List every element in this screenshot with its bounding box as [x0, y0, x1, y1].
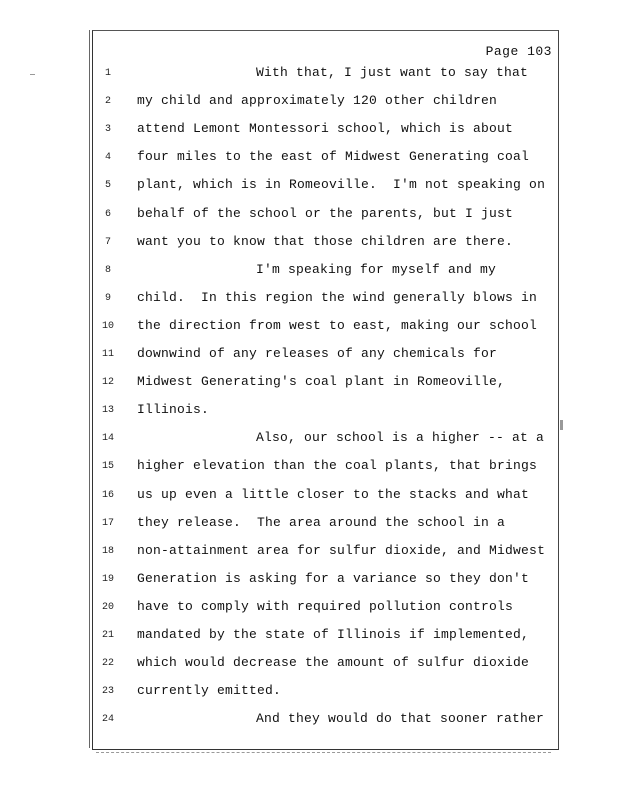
- line-text: currently emitted.: [137, 683, 282, 699]
- line-number: 7: [104, 236, 111, 248]
- line-number: 16: [101, 489, 114, 501]
- transcript-line: [0, 710, 618, 730]
- line-text: child. In this region the wind generally blows in: [137, 289, 538, 305]
- line-text: want you to know that those children are there.: [137, 233, 514, 249]
- transcript-line: [0, 542, 618, 562]
- line-text: they release. The area around the school in a: [137, 514, 506, 530]
- transcript-line: [0, 120, 618, 140]
- line-number: 23: [101, 686, 114, 698]
- line-number: 17: [101, 517, 114, 529]
- transcript-line: [0, 598, 618, 618]
- line-text: four miles to the east of Midwest Generating coal: [137, 149, 530, 165]
- line-number: 14: [101, 433, 114, 445]
- line-text: plant, which is in Romeoville. I'm not speaking on: [137, 177, 546, 193]
- transcript-line: [0, 176, 618, 196]
- line-text: attend Lemont Montessori school, which is about: [137, 121, 514, 137]
- line-text: Illinois.: [137, 402, 210, 418]
- line-text: downwind of any releases of any chemicals for: [137, 346, 498, 361]
- transcript-line: [0, 654, 618, 674]
- line-text: With that, I just want to say that: [256, 65, 529, 80]
- transcript-line: [0, 486, 618, 506]
- line-text: us up even a little closer to the stacks and what: [137, 486, 530, 502]
- line-text: higher elevation than the coal plants, that brings: [137, 458, 538, 474]
- line-number: 9: [104, 292, 111, 304]
- transcript-line: [0, 92, 618, 112]
- transcript-line: [0, 401, 618, 421]
- line-text: mandated by the state of Illinois if implemented,: [137, 627, 530, 642]
- line-number: 18: [101, 545, 114, 557]
- line-text: which would decrease the amount of sulfur dioxide: [137, 655, 530, 671]
- line-text: the direction from west to east, making our school: [137, 317, 538, 333]
- line-number: 22: [101, 658, 114, 670]
- transcript-line: [0, 205, 618, 225]
- line-number: 24: [101, 714, 114, 726]
- line-number: 3: [104, 124, 111, 136]
- transcript-line: [0, 345, 618, 365]
- transcript-line: [0, 429, 618, 449]
- transcript-line: [0, 317, 618, 337]
- line-number: 2: [104, 96, 111, 108]
- line-text: I'm speaking for myself and my: [256, 261, 497, 277]
- transcript-line: [0, 233, 618, 253]
- line-text: behalf of the school or the parents, but I just: [137, 205, 514, 221]
- scan-speck: [560, 420, 563, 430]
- line-text: non-attainment area for sulfur dioxide, and Midwest: [137, 542, 546, 558]
- transcript-line: [0, 626, 618, 646]
- line-number: 20: [101, 601, 114, 613]
- line-text: Also, our school is a higher -- at a: [256, 430, 545, 446]
- line-number: 8: [104, 264, 111, 276]
- line-number: 5: [104, 180, 111, 192]
- transcript-line: [0, 64, 618, 84]
- line-text: And they would do that sooner rather: [256, 711, 545, 727]
- transcript-line: [0, 682, 618, 702]
- line-number: 10: [101, 320, 114, 332]
- line-text: have to comply with required pollution controls: [137, 598, 514, 614]
- line-text: Generation is asking for a variance so they don't: [137, 570, 530, 586]
- transcript-line: [0, 514, 618, 534]
- line-text: my child and approximately 120 other children: [137, 93, 498, 109]
- line-number: 11: [101, 349, 114, 360]
- line-number: 1: [104, 68, 111, 79]
- transcript-line: [0, 289, 618, 309]
- line-text: Midwest Generating's coal plant in Romeoville,: [137, 374, 506, 390]
- line-number: 13: [101, 405, 114, 417]
- transcript-line: [0, 570, 618, 590]
- line-number: 15: [101, 461, 114, 473]
- line-number: 12: [101, 377, 114, 389]
- transcript-line: [0, 261, 618, 281]
- page-number: Page 103: [485, 44, 552, 59]
- footer-rule: [96, 752, 551, 754]
- line-number: 19: [101, 573, 114, 585]
- transcript-line: [0, 373, 618, 393]
- line-number: 6: [104, 208, 111, 220]
- scan-speck: [30, 74, 35, 75]
- transcript-line: [0, 457, 618, 477]
- transcript-line: [0, 148, 618, 168]
- line-number: 21: [101, 630, 114, 641]
- line-number: 4: [104, 152, 111, 164]
